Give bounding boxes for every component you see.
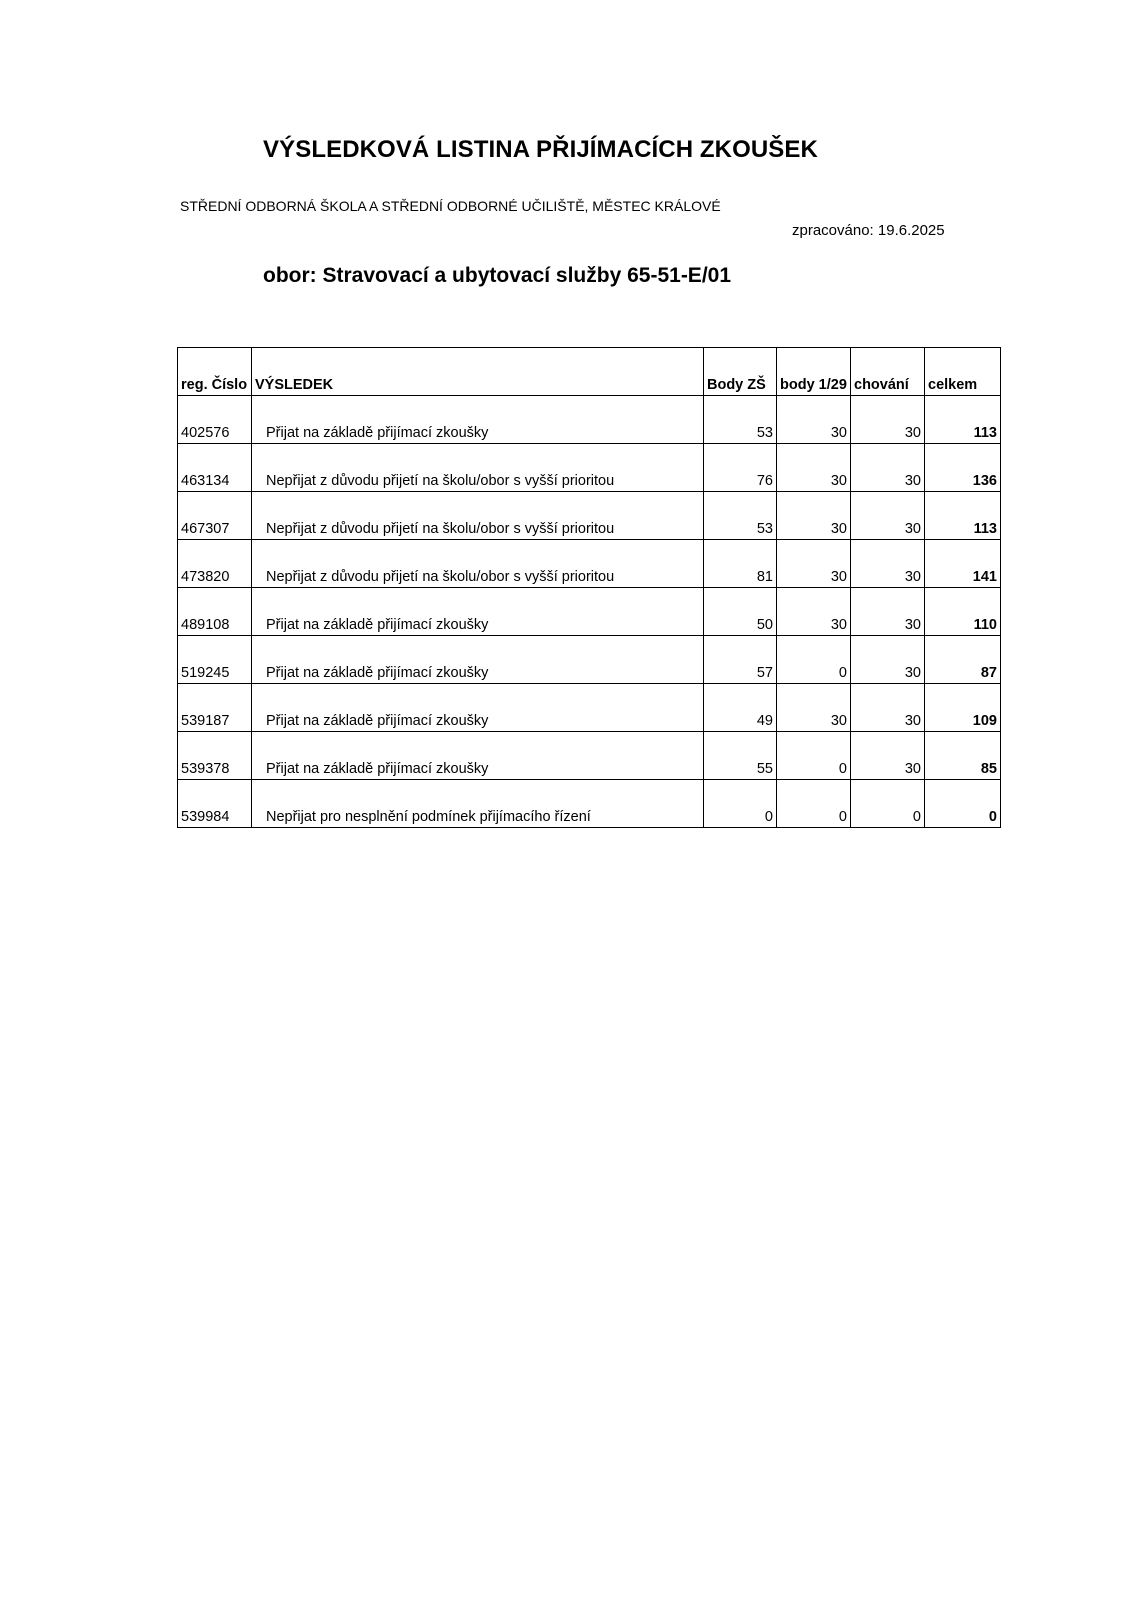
header-result: VÝSLEDEK (252, 348, 704, 396)
cell-body-12: 30 (777, 444, 851, 492)
results-table (177, 347, 1001, 828)
cell-result: Přijat na základě přijímací zkoušky (252, 684, 704, 732)
cell-celkem: 141 (925, 540, 1001, 588)
table-row (178, 588, 1001, 636)
cell-body-12: 30 (777, 540, 851, 588)
cell-body-12: 30 (777, 588, 851, 636)
cell-celkem: 113 (925, 396, 1001, 444)
cell-result: Nepřijat pro nesplnění podmínek přijímacího řízení (252, 780, 704, 828)
header-celkem: celkem (925, 348, 1001, 396)
cell-body-12: 0 (777, 732, 851, 780)
cell-result: Přijat na základě přijímací zkoušky (252, 732, 704, 780)
cell-reg: 473820 (178, 540, 252, 588)
cell-result: Nepřijat z důvodu přijetí na školu/obor s vyšší prioritou (252, 492, 704, 540)
cell-result: Nepřijat z důvodu přijetí na školu/obor s vyšší prioritou (252, 540, 704, 588)
cell-body-zs: 53 (704, 396, 777, 444)
cell-body-zs: 53 (704, 492, 777, 540)
cell-result: Přijat na základě přijímací zkoušky (252, 636, 704, 684)
cell-reg: 539984 (178, 780, 252, 828)
cell-chovani: 30 (851, 732, 925, 780)
cell-chovani: 30 (851, 444, 925, 492)
cell-celkem: 0 (925, 780, 1001, 828)
cell-result: Přijat na základě přijímací zkoušky (252, 588, 704, 636)
cell-chovani: 30 (851, 636, 925, 684)
table-row (178, 396, 1001, 444)
cell-chovani: 30 (851, 492, 925, 540)
cell-reg: 489108 (178, 588, 252, 636)
table-row (178, 636, 1001, 684)
cell-body-zs: 50 (704, 588, 777, 636)
cell-celkem: 109 (925, 684, 1001, 732)
field-of-study: obor: Stravovací a ubytovací služby 65-51-E/01 (263, 264, 732, 287)
cell-chovani: 30 (851, 588, 925, 636)
table-row (178, 684, 1001, 732)
cell-reg: 539378 (178, 732, 252, 780)
cell-chovani: 30 (851, 396, 925, 444)
cell-reg: 402576 (178, 396, 252, 444)
cell-body-12: 30 (777, 492, 851, 540)
processed-date: zpracováno: 19.6.2025 (792, 222, 945, 239)
cell-celkem: 136 (925, 444, 1001, 492)
cell-celkem: 110 (925, 588, 1001, 636)
table-row (178, 540, 1001, 588)
document-title: VÝSLEDKOVÁ LISTINA PŘIJÍMACÍCH ZKOUŠEK (263, 136, 818, 163)
cell-reg: 519245 (178, 636, 252, 684)
table-row (178, 444, 1001, 492)
table-header-row (178, 348, 1001, 396)
header-body-zs: Body ZŠ (704, 348, 777, 396)
cell-result: Přijat na základě přijímací zkoušky (252, 396, 704, 444)
cell-reg: 467307 (178, 492, 252, 540)
table-row (178, 780, 1001, 828)
cell-body-zs: 49 (704, 684, 777, 732)
cell-body-12: 30 (777, 684, 851, 732)
cell-celkem: 87 (925, 636, 1001, 684)
table-row (178, 492, 1001, 540)
cell-body-12: 0 (777, 780, 851, 828)
cell-body-zs: 55 (704, 732, 777, 780)
school-name: STŘEDNÍ ODBORNÁ ŠKOLA A STŘEDNÍ ODBORNÉ UČILIŠTĚ, MĚSTEC KRÁLOVÉ (180, 198, 721, 214)
cell-celkem: 113 (925, 492, 1001, 540)
cell-chovani: 30 (851, 540, 925, 588)
cell-result: Nepřijat z důvodu přijetí na školu/obor s vyšší prioritou (252, 444, 704, 492)
cell-chovani: 0 (851, 780, 925, 828)
header-body-12: body 1/29 (777, 348, 851, 396)
header-chovani: chování (851, 348, 925, 396)
cell-body-zs: 81 (704, 540, 777, 588)
cell-celkem: 85 (925, 732, 1001, 780)
cell-body-12: 30 (777, 396, 851, 444)
cell-chovani: 30 (851, 684, 925, 732)
header-reg: reg. Číslo (178, 348, 252, 396)
cell-body-12: 0 (777, 636, 851, 684)
table-row (178, 732, 1001, 780)
cell-body-zs: 0 (704, 780, 777, 828)
cell-body-zs: 76 (704, 444, 777, 492)
cell-reg: 463134 (178, 444, 252, 492)
cell-reg: 539187 (178, 684, 252, 732)
cell-body-zs: 57 (704, 636, 777, 684)
